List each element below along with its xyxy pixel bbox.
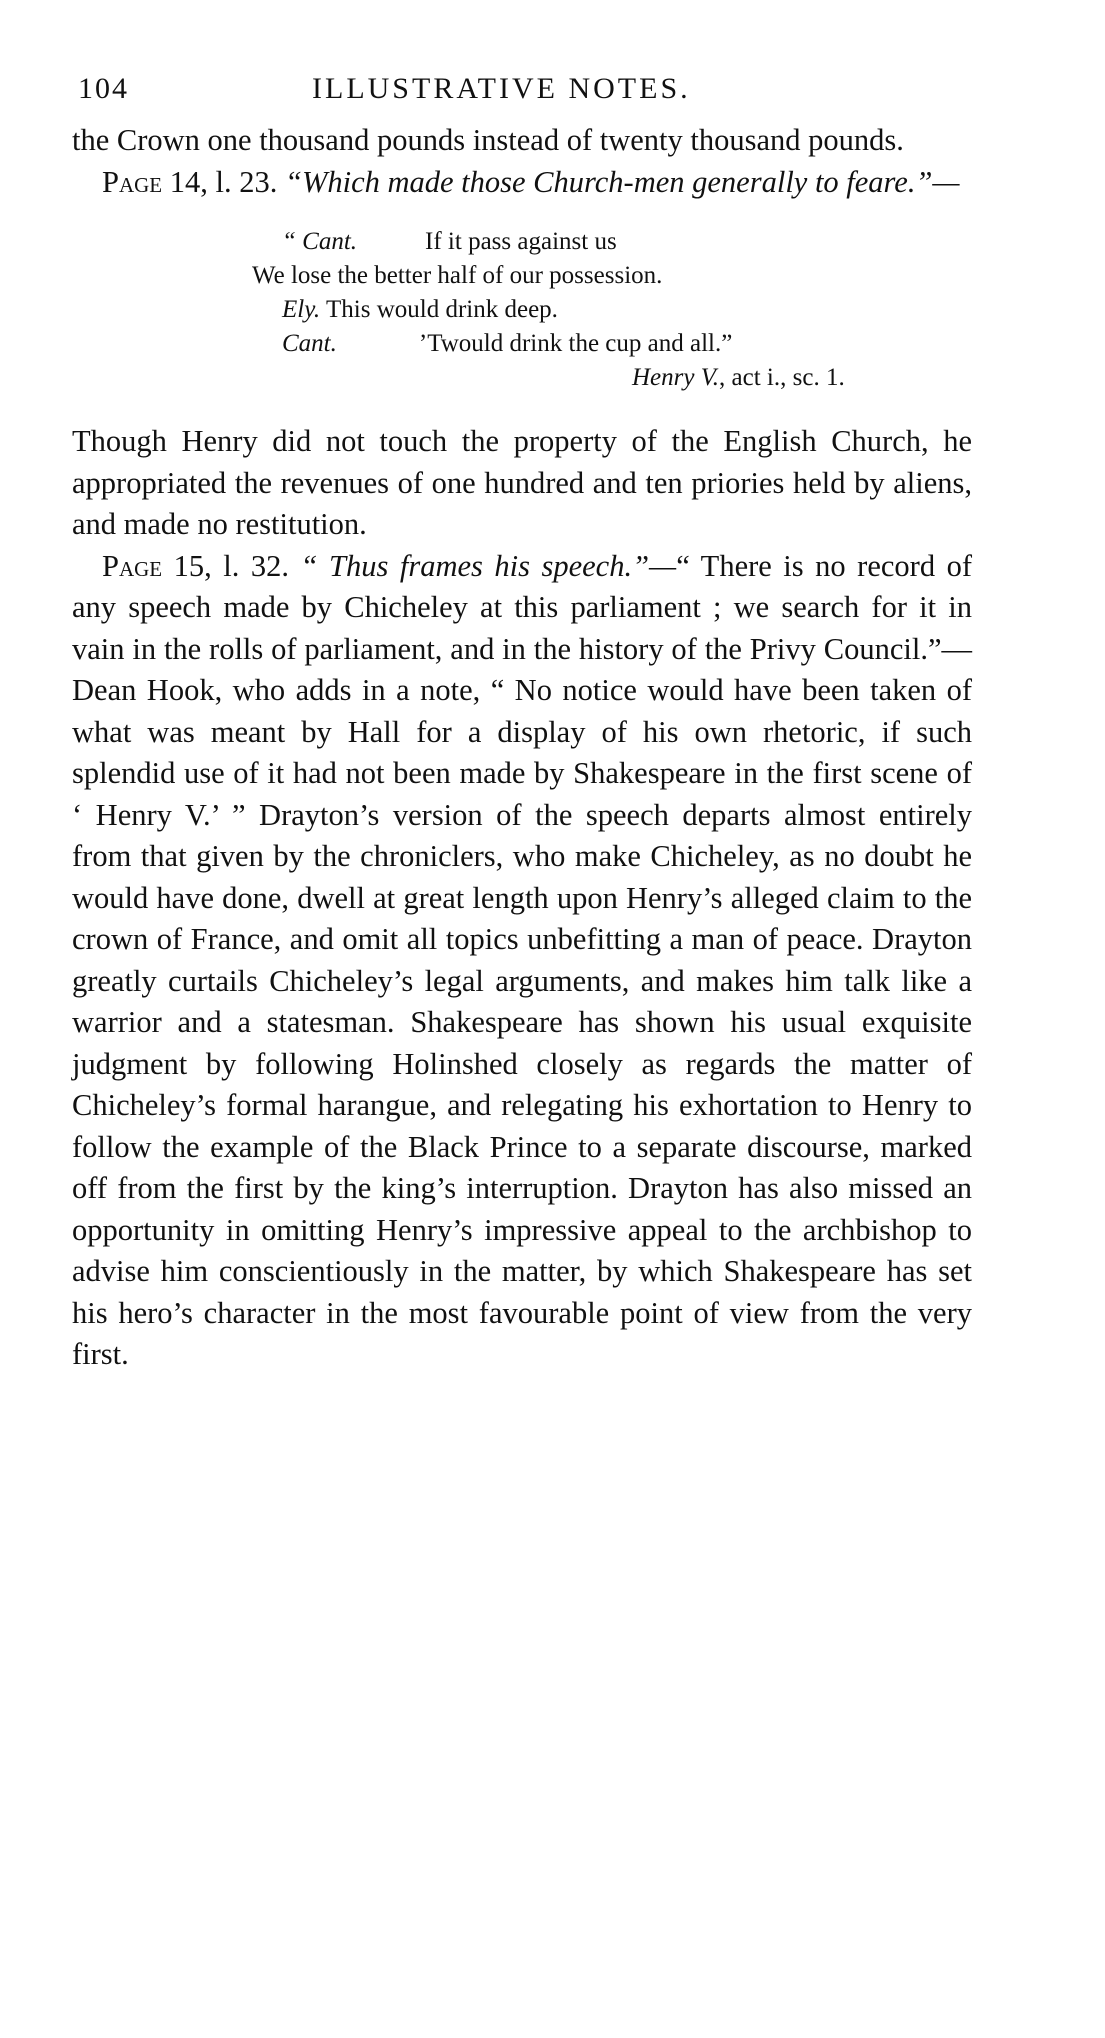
note-ref-label: Page — [102, 548, 163, 583]
verse-line-4 — [282, 327, 732, 361]
citation-detail: , act i., sc. 1. — [719, 364, 845, 391]
paragraph-restitution — [72, 421, 972, 546]
verse-text: If it pass against us — [425, 228, 617, 255]
speaker-cant: Cant. — [282, 330, 337, 357]
note-page-14 — [72, 162, 972, 204]
note-quote: “Which made those Church-men generally to feare.”— — [284, 164, 960, 199]
note-ref-label: Page — [102, 164, 163, 199]
speaker-ely: Ely. — [282, 296, 321, 323]
paragraph-text: Though Henry did not touch the property of the English Church, he appropriated the revenues of one hundred and ten priories held by aliens, and made no restitution. — [72, 424, 972, 541]
verse-quotation — [72, 225, 972, 395]
verse-text: We lose the better half of our possession. — [252, 262, 663, 289]
note-location: 15, l. 32. — [173, 548, 290, 583]
running-title: ILLUSTRATIVE NOTES. — [312, 72, 691, 105]
verse-citation — [632, 361, 845, 395]
running-head — [72, 72, 972, 120]
verse-text: ’Twould drink the cup and all.” — [418, 330, 733, 357]
verse-line-3 — [282, 293, 558, 327]
note-page-15 — [72, 546, 972, 1376]
page-number: 104 — [78, 72, 129, 105]
speaker-cant: “ Cant. — [282, 228, 358, 255]
verse-text: This would drink deep. — [326, 296, 558, 323]
note-location: 14, l. 23. — [169, 164, 278, 199]
book-page — [72, 72, 972, 1376]
citation-title: Henry V. — [632, 364, 720, 391]
verse-line-2 — [252, 259, 662, 293]
verse-line-1 — [282, 225, 617, 259]
continued-paragraph-text: the Crown one thousand pounds instead of twenty thousand pounds. — [72, 123, 904, 157]
note-quote: “ Thus frames his speech.”— — [300, 548, 677, 583]
continued-paragraph — [72, 120, 972, 162]
note-body: “ There is no record of any speech made by Chicheley at this parliament ; we search for it in vain in the rolls of parliament, and in the history of the Privy Council.”—Dean Hook, who adds in a note, “ No notice would have been taken of what was meant by Hall for a display of his own rhetoric, if such splendid use of it had not been made by Shakespeare in the first scene of ‘ Henry V.’ ” Drayton’s version of the speech departs almost entirely from that given by the chroniclers, who make Chicheley, as no doubt he would have done, dwell at great length upon Henry’s alleged claim to the crown of France, and omit all topics unbefitting a man of peace. Drayton greatly curtails Chicheley’s legal arguments, and makes him talk like a warrior and a statesman. Shakespeare has shown his usual exquisite judgment by following Holinshed closely as regards the matter of Chicheley’s formal harangue, and relegating his exhortation to Henry to follow the example of the Black Prince to a separate discourse, marked off from the first by the king’s interruption. Drayton has also missed an opportunity in omitting Henry’s impressive appeal to the archbishop to advise him conscientiously in the matter, by which Shakespeare has set his hero’s character in the most favourable point of view from the very first. — [72, 548, 972, 1371]
